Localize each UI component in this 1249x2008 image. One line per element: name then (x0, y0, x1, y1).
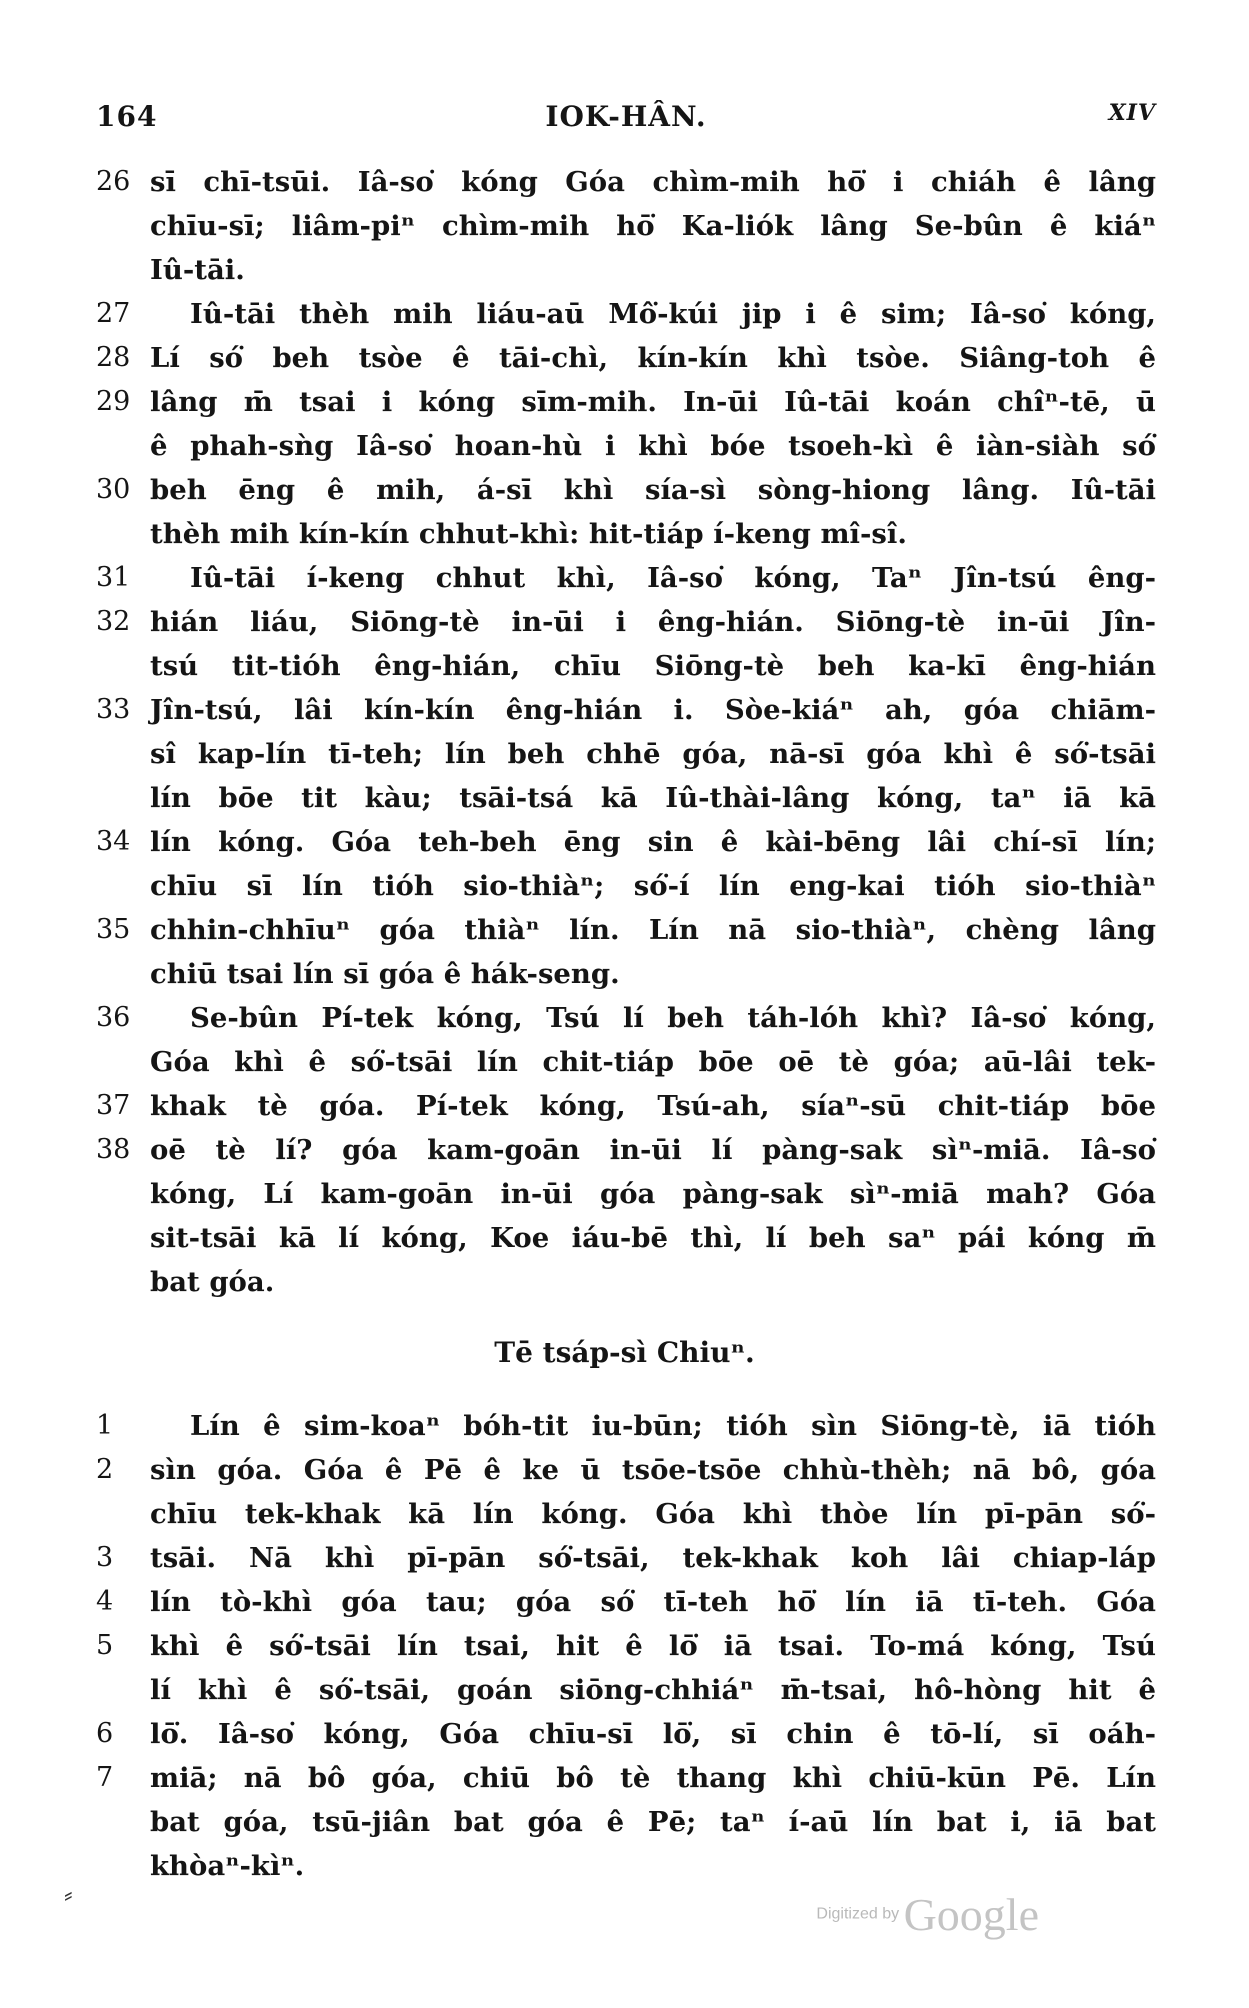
text-line (0, 1172, 1249, 1216)
verse-number: 2 (96, 1454, 114, 1485)
line-text: lín kóng. Góa teh-beh ēng sin ê kài-bēng lâi chí-sī lín; (150, 826, 1156, 858)
verse-number: 34 (96, 826, 131, 857)
line-text: Lí só͘ beh tsòe ê tāi-chì, kín-kín khì tsòe. Siâng-toh ê (150, 342, 1156, 374)
text-line (0, 1448, 1249, 1492)
text-line (0, 952, 1249, 996)
text-line (0, 864, 1249, 908)
text-line (0, 688, 1249, 732)
line-text: chīu sī lín tióh sio-thiàⁿ; só͘-í lín eng-kai tióh sio-thiàⁿ (150, 870, 1156, 902)
line-text: lín bōe tit kàu; tsāi-tsá kā Iû-thài-lâng kóng, taⁿ iā kā (150, 782, 1156, 814)
text-line (0, 644, 1249, 688)
text-line (0, 1216, 1249, 1260)
line-text: kóng, Lí kam-goān in-ūi góa pàng-sak sìⁿ-miā mah? Góa (150, 1178, 1156, 1210)
line-text: Se-bûn Pí-tek kóng, Tsú lí beh táh-lóh khì? Iâ-so͘ kóng, (190, 1002, 1156, 1034)
line-text: khak tè góa. Pí-tek kóng, Tsú-ah, síaⁿ-sū chit-tiáp bōe (150, 1090, 1156, 1122)
verse-number: 32 (96, 606, 131, 637)
text-line (0, 908, 1249, 952)
verse-number: 1 (96, 1410, 114, 1441)
page-header (96, 100, 1156, 140)
line-text: miā; nā bô góa, chiū bô tè thang khì chiū-kūn Pē. Lín (150, 1762, 1156, 1794)
text-line (0, 1624, 1249, 1668)
text-line (0, 776, 1249, 820)
line-text: oē tè lí? góa kam-goān in-ūi lí pàng-sak sìⁿ-miā. Iâ-so͘ (150, 1134, 1156, 1166)
line-text: lín tò-khì góa tau; góa só͘ tī-teh hō͘ lín iā tī-teh. Góa (150, 1586, 1156, 1618)
text-line (0, 1260, 1249, 1304)
line-text: chīu-sī; liâm-piⁿ chìm-mih hō͘ Ka-liók lâng Se-bûn ê kiáⁿ (150, 210, 1156, 242)
page-number: 164 (96, 100, 158, 133)
verse-number: 29 (96, 386, 131, 417)
line-text: beh ēng ê mih, á-sī khì sía-sì sòng-hiong lâng. Iû-tāi (150, 474, 1156, 506)
text-line (0, 820, 1249, 864)
line-text: thèh mih kín-kín chhut-khì: hit-tiáp í-keng mî-sî. (150, 518, 907, 550)
verse-number: 31 (96, 562, 131, 593)
text-line (0, 512, 1249, 556)
line-text: Jîn-tsú, lâi kín-kín êng-hián i. Sòe-kiáⁿ ah, góa chiām- (150, 694, 1156, 726)
text-line (0, 600, 1249, 644)
text-line (0, 380, 1249, 424)
google-logo-text: Google (903, 1889, 1039, 1940)
line-text: chīu tek-khak kā lín kóng. Góa khì thòe lín pī-pān só͘- (150, 1498, 1156, 1530)
text-line (0, 1492, 1249, 1536)
verse-number: 7 (96, 1762, 114, 1793)
text-line (0, 248, 1249, 292)
verse-number: 35 (96, 914, 131, 945)
text-line (0, 424, 1249, 468)
verse-number: 36 (96, 1002, 131, 1033)
verse-number: 27 (96, 298, 131, 329)
text-line (0, 292, 1249, 336)
verse-number: 30 (96, 474, 131, 505)
verse-number: 5 (96, 1630, 114, 1661)
verse-number: 6 (96, 1718, 114, 1749)
line-text: bat góa. (150, 1266, 275, 1298)
line-text: sī chī-tsūi. Iâ-so͘ kóng Góa chìm-mih hō͘ i chiáh ê lâng (150, 166, 1156, 198)
verse-number: 3 (96, 1542, 114, 1573)
text-line (0, 1404, 1249, 1448)
line-text: Iû-tāi. (150, 254, 245, 286)
line-text: khòaⁿ-kìⁿ. (150, 1850, 305, 1882)
verse-number: 4 (96, 1586, 114, 1617)
digitized-watermark (816, 1888, 1039, 1941)
line-text: lâng m̄ tsai i kóng sīm-mih. In-ūi Iû-tāi koán chîⁿ-tē, ū (150, 386, 1156, 418)
line-text: bat góa, tsū-jiân bat góa ê Pē; taⁿ í-aū lín bat i, iā bat (150, 1806, 1156, 1838)
line-text: Iû-tāi thèh mih liáu-aū Mô͘-kúi jip i ê sim; Iâ-so͘ kóng, (190, 298, 1156, 330)
line-text: lí khì ê só͘-tsāi, goán siōng-chhiáⁿ m̄-tsai, hô-hòng hit ê (150, 1674, 1156, 1706)
line-text: lō͘. Iâ-so͘ kóng, Góa chīu-sī lō͘, sī chin ê tō-lí, sī oáh- (150, 1718, 1156, 1750)
line-text: ê phah-sǹg Iâ-so͘ hoan-hù i khì bóe tsoeh-kì ê iàn-siàh só͘ (150, 430, 1156, 462)
line-text: tsú tit-tióh êng-hián, chīu Siōng-tè beh ka-kī êng-hián (150, 650, 1156, 682)
line-text: khì ê só͘-tsāi lín tsai, hit ê lō͘ iā tsai. To-má kóng, Tsú (150, 1630, 1156, 1662)
text-line (0, 1084, 1249, 1128)
text-line (0, 1580, 1249, 1624)
text-line (0, 336, 1249, 380)
line-text: Góa khì ê só͘-tsāi lín chit-tiáp bōe oē tè góa; aū-lâi tek- (150, 1046, 1156, 1078)
text-line (0, 996, 1249, 1040)
chapter-number: XIV (1108, 100, 1156, 126)
line-text: Iû-tāi í-keng chhut khì, Iâ-so͘ kóng, Taⁿ Jîn-tsú êng- (190, 562, 1156, 594)
digitized-label: Digitized by (816, 1905, 900, 1923)
line-text: tsāi. Nā khì pī-pān só͘-tsāi, tek-khak koh lâi chiap-láp (150, 1542, 1156, 1574)
text-line (0, 1040, 1249, 1084)
verse-number: 37 (96, 1090, 131, 1121)
line-text: sìn góa. Góa ê Pē ê ke ū tsōe-tsōe chhù-thèh; nā bô, góa (150, 1454, 1156, 1486)
margin-mark: ⸗ (64, 1880, 73, 1910)
line-text: sit-tsāi kā lí kóng, Koe iáu-bē thì, lí beh saⁿ pái kóng m̄ (150, 1222, 1156, 1254)
text-line (0, 1800, 1249, 1844)
text-line (0, 1128, 1249, 1172)
text-line (0, 468, 1249, 512)
section-title: Tē tsáp-sì Chiuⁿ. (494, 1336, 755, 1369)
line-text: sî kap-lín tī-teh; lín beh chhē góa, nā-sī góa khì ê só͘-tsāi (150, 738, 1156, 770)
line-text: chiū tsai lín sī góa ê hák-seng. (150, 958, 620, 990)
verse-number: 38 (96, 1134, 131, 1165)
text-line (0, 556, 1249, 600)
text-line (0, 1844, 1249, 1888)
text-line (0, 1712, 1249, 1756)
verse-number: 28 (96, 342, 131, 373)
text-line (0, 1668, 1249, 1712)
text-line (0, 1536, 1249, 1580)
text-line (0, 1756, 1249, 1800)
text-line (0, 732, 1249, 776)
verse-number: 33 (96, 694, 131, 725)
running-title: IOK-HÂN. (545, 100, 707, 133)
verse-number: 26 (96, 166, 131, 197)
line-text: chhin-chhīuⁿ góa thiàⁿ lín. Lín nā sio-thiàⁿ, chèng lâng (150, 914, 1156, 946)
line-text: Lín ê sim-koaⁿ bóh-tit iu-būn; tióh sìn Siōng-tè, iā tióh (190, 1410, 1156, 1442)
text-line (0, 204, 1249, 248)
text-line (0, 160, 1249, 204)
line-text: hián liáu, Siōng-tè in-ūi i êng-hián. Siōng-tè in-ūi Jîn- (150, 606, 1156, 638)
